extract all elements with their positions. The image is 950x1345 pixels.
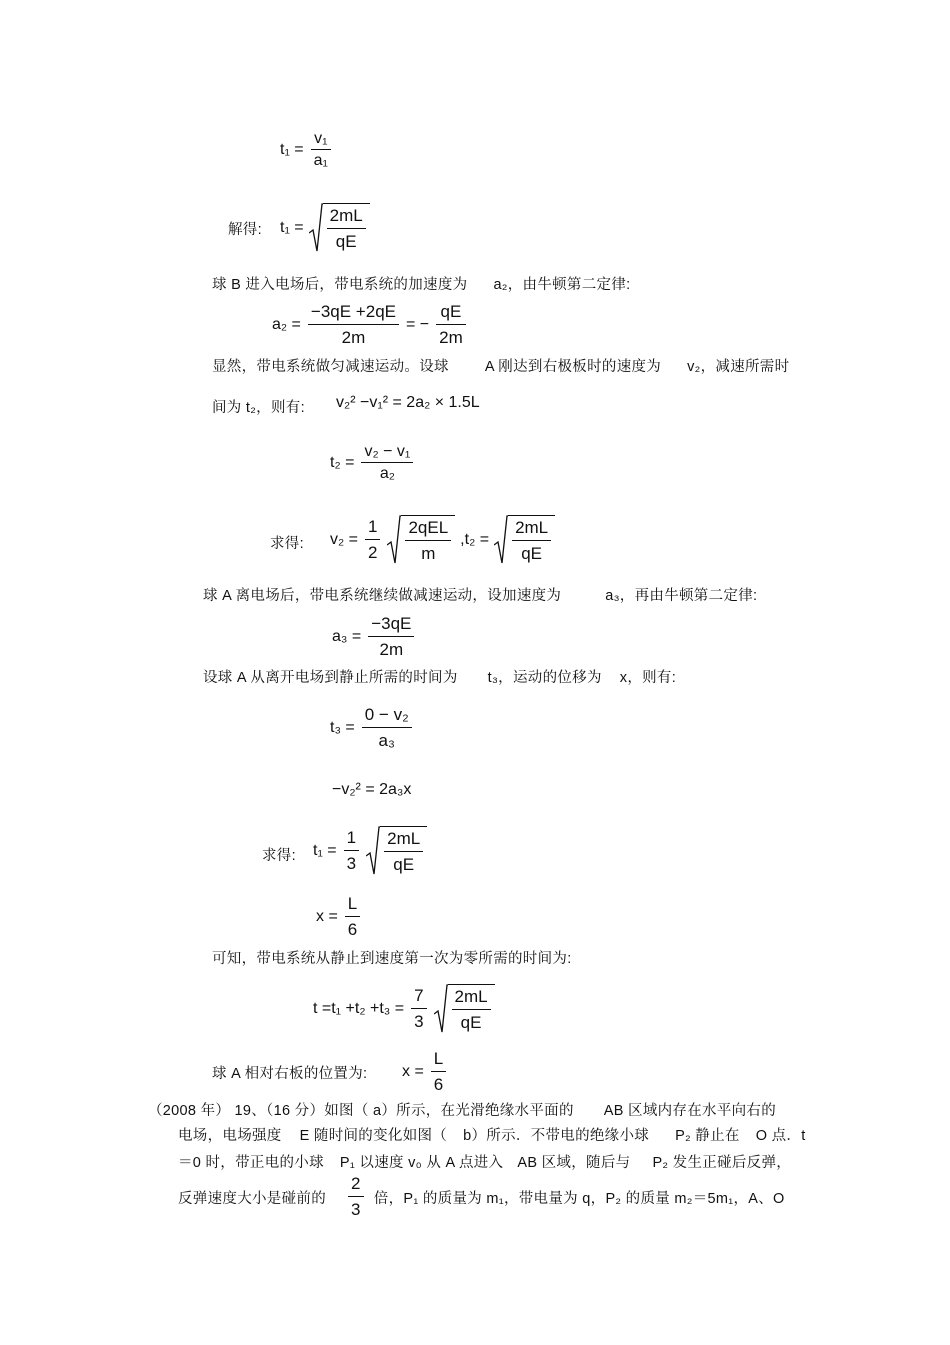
eq-lhs: t₁ =: [280, 141, 304, 158]
text-segment: P₂ 发生正碰后反弹，: [652, 1155, 792, 1171]
denominator: m: [421, 543, 436, 563]
square-root: [434, 984, 495, 1034]
fraction: [362, 704, 412, 752]
text-position: 球 A 相对右板的位置为:: [212, 1066, 368, 1082]
equation-t1-definition: [280, 130, 333, 170]
fraction: [308, 301, 399, 349]
text-segment: 球 B 进入电场后，带电系统的加速度为: [212, 277, 468, 293]
numerator: 1: [365, 516, 380, 540]
fraction: [348, 1173, 364, 1221]
numerator: 0 − v₂: [362, 704, 412, 728]
numerator: 2mL: [384, 828, 423, 852]
square-root: [309, 203, 370, 253]
numerator: 2mL: [452, 986, 491, 1010]
text-segment: v₂，减速所需时: [687, 359, 790, 375]
fraction: [436, 301, 466, 349]
text-segment: A 刚达到右极板时的速度为: [484, 359, 662, 375]
equation-t1-solution: [280, 203, 370, 253]
eq-lhs: a₃ =: [332, 628, 362, 645]
text-segment: （2008 年） 19、（16 分）如图（ a）所示，在光滑绝缘水平面的: [148, 1103, 574, 1119]
equation-t2-definition: [330, 443, 415, 483]
text-segment: 设球 A 从离开电场到静止所需的时间为: [203, 670, 458, 686]
denominator: qE: [393, 854, 415, 874]
fraction: [411, 985, 426, 1033]
text-segment: 倍，P₁ 的质量为 m₁，带电量为 q，P₂ 的质量 m₂＝5m₁，A、O: [373, 1190, 785, 1207]
equation-t-total: [313, 984, 495, 1034]
text-segment: t₃，运动的位移为: [487, 670, 602, 686]
equation-v2-squared: −v₂² = 2a₃x: [332, 781, 412, 798]
eq-comma: ,t₂ =: [460, 531, 490, 548]
text-segment: AB 区域，随后与: [517, 1155, 631, 1171]
text-segment: 显然，带电系统做匀减速运动。设球: [212, 359, 449, 375]
denominator: a₁: [313, 152, 328, 169]
denominator: 6: [433, 1075, 444, 1094]
text-segment: O 点．t: [755, 1128, 806, 1144]
eq-lhs: t₂ =: [330, 454, 355, 471]
fraction: [365, 516, 380, 564]
text-segment: 电场，电场强度: [178, 1128, 282, 1144]
denominator: 6: [347, 920, 358, 939]
text-segment: a₃，再由牛顿第二定律:: [605, 588, 758, 604]
numerator: 1: [344, 827, 359, 851]
text-obvious-line: [212, 355, 789, 376]
text-ball-a-line: [203, 584, 757, 605]
numerator: 2: [348, 1173, 364, 1197]
numerator: −3qE: [368, 613, 414, 637]
numerator: v₂ − v₁: [361, 443, 413, 463]
text-jianwei: 间为 t₂，则有:: [212, 400, 305, 416]
equation-v2-v1: v₂² −v₁² = 2a₂ × 1.5L: [336, 394, 480, 411]
square-root: [387, 515, 455, 565]
denominator: 2: [368, 543, 378, 562]
equation-v2-solution: [330, 515, 555, 565]
text-set-a-line: [203, 666, 676, 687]
eq-lhs: x =: [316, 908, 338, 925]
fraction: [368, 613, 414, 661]
text-segment: b）所示．不带电的绝缘小球: [463, 1128, 650, 1144]
equation-x-2: [402, 1048, 448, 1096]
text-segment: P₂ 静止在: [675, 1128, 740, 1144]
text-segment: 反弹速度大小是碰前的: [178, 1190, 326, 1207]
eq-mid: = −: [405, 316, 430, 333]
fraction: [311, 130, 331, 170]
eq-lhs: t₁ =: [313, 842, 337, 859]
denominator: qE: [460, 1012, 482, 1032]
text-segment: P₁ 以速度 v₀ 从 A 点进入: [339, 1155, 504, 1171]
equation-t1-solution-2: [313, 826, 427, 876]
text-segment: a₂，由牛顿第二定律:: [493, 277, 631, 293]
eq-lhs: t₃ =: [330, 719, 355, 736]
numerator: 7: [411, 985, 426, 1009]
text-segment: 球 A 离电场后，带电系统继续做减速运动，设加速度为: [203, 588, 562, 604]
fraction: [344, 827, 359, 875]
equation-a2: [272, 301, 468, 349]
numerator: 2qEL: [405, 517, 451, 541]
numerator: −3qE +2qE: [308, 301, 399, 325]
denominator: a₃: [378, 731, 395, 750]
equation-a3: [332, 613, 416, 661]
equation-x: [316, 893, 362, 941]
numerator: L: [431, 1048, 446, 1072]
eq-lhs: v₂ =: [330, 531, 358, 548]
numerator: qE: [436, 301, 466, 325]
numerator: v₁: [311, 130, 331, 150]
label-qiude: 求得:: [270, 536, 304, 552]
denominator: 2m: [439, 328, 463, 347]
equation-t3-definition: [330, 704, 414, 752]
eq-lhs: t =t₁ +t₂ +t₃ =: [313, 1000, 405, 1017]
text-segment: x，则有:: [619, 670, 677, 686]
denominator: 2m: [379, 640, 404, 659]
denominator: 2m: [341, 328, 366, 347]
text-segment: ＝0 时，带正电的小球: [178, 1155, 324, 1171]
denominator: a₂: [379, 465, 395, 482]
eq-lhs: x =: [402, 1063, 424, 1080]
problem-line-2: [178, 1124, 806, 1145]
fraction: [361, 443, 413, 483]
fraction: [431, 1048, 446, 1096]
denominator: qE: [335, 231, 357, 251]
problem-line-1: [148, 1099, 776, 1120]
numerator: 2mL: [512, 517, 551, 541]
fraction: [345, 893, 360, 941]
eq-lhs: t₁ =: [280, 219, 304, 236]
denominator: 3: [351, 1200, 361, 1219]
text-ball-b-line: [212, 273, 630, 294]
label-qiude: 求得:: [262, 848, 296, 864]
numerator: 2mL: [327, 205, 366, 229]
numerator: L: [345, 893, 360, 917]
text-kezhi: 可知，带电系统从静止到速度第一次为零所需的时间为:: [212, 951, 572, 967]
eq-lhs: a₂ =: [272, 316, 301, 333]
square-root: [366, 826, 427, 876]
denominator: qE: [521, 543, 542, 563]
label-jiede: 解得:: [228, 222, 262, 238]
text-segment: E 随时间的变化如图（: [299, 1128, 448, 1144]
square-root: [494, 515, 555, 565]
problem-line-4: [178, 1173, 785, 1221]
denominator: 3: [346, 854, 357, 873]
problem-line-3: [178, 1151, 791, 1172]
text-segment: AB 区域内存在水平向右的: [603, 1103, 777, 1119]
denominator: 3: [414, 1012, 424, 1031]
